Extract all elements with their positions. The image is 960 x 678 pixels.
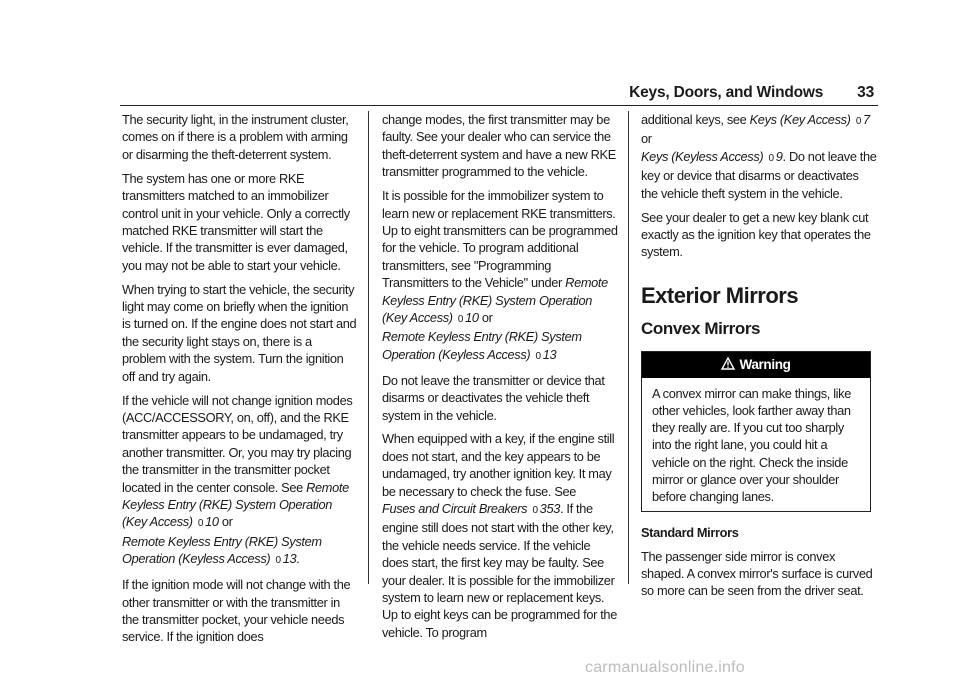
paragraph-text: . Do not leave the key or device that disarms or deactivates the vehicle theft system in the vehicle. bbox=[641, 148, 877, 201]
paragraph: change modes, the first transmitter may be faulty. See your dealer who can service the theft-deterrent system and have a new RKE transmitter programmed to the vehicle. bbox=[382, 112, 616, 180]
column-3 bbox=[641, 111, 877, 606]
page-ref[interactable]: 13 bbox=[542, 346, 557, 362]
page-ref-arrow-icon: 0 bbox=[532, 505, 538, 517]
paragraph-text: If the vehicle will not change ignition modes (ACC/ACCESSORY, on, off), and the RKE transmitter appears to be undamaged, try another transmitter. Or, you may try placing the transmitter in the transmitter pocket located in the center console. See bbox=[122, 392, 353, 495]
page-ref[interactable]: 353 bbox=[539, 501, 560, 517]
cross-reference-link[interactable]: Remote Keyless Entry (RKE) System Operation (Key Access) bbox=[382, 275, 608, 325]
paragraph: See your dealer to get a new key blank cut exactly as the ignition key that operates the system. bbox=[641, 209, 871, 260]
section-title: Keys, Doors, and Windows bbox=[629, 84, 824, 101]
warning-text: A convex mirror can make things, like other vehicles, look farther away than they really are. If you cut too sharply into the right lane, you could hit a vehicle on the right. Check the inside mirror or glance over your shoulder before changing lanes. bbox=[652, 385, 851, 504]
column-1 bbox=[122, 111, 358, 652]
paragraph bbox=[382, 187, 618, 365]
cross-reference-link[interactable]: Keys (Keyless Access) bbox=[641, 148, 764, 164]
page-ref[interactable]: 9 bbox=[775, 148, 783, 164]
subsection-heading: Convex Mirrors bbox=[641, 318, 761, 338]
conjunction: or bbox=[641, 131, 652, 147]
watermark: carmanualsonline.info bbox=[585, 659, 745, 676]
page-ref[interactable]: 10 bbox=[205, 514, 219, 530]
warning-box bbox=[641, 351, 871, 512]
warning-header bbox=[642, 352, 870, 378]
paragraph-text: . If the engine still does not start with the other key, the vehicle needs service. If the vehicle does start, the first key may be faulty. See your dealer. It is possible for the immobilizer system to learn new or replacement keys. Up to eight keys can be programmed for the vehicle. To program bbox=[382, 501, 617, 640]
header-rule bbox=[120, 105, 878, 106]
cross-reference-link[interactable]: Fuses and Circuit Breakers bbox=[382, 501, 528, 517]
cross-reference-link[interactable]: Remote Keyless Entry (RKE) System Operation (Keyless Access) bbox=[122, 533, 322, 567]
paragraph: If the ignition mode will not change with the other transmitter or with the transmitter in the transmitter pocket, your vehicle needs service. If the ignition does bbox=[122, 577, 351, 645]
section-heading: Exterior Mirrors bbox=[641, 282, 799, 308]
page-number: 33 bbox=[857, 84, 874, 101]
page-ref-arrow-icon: 0 bbox=[197, 518, 204, 530]
paragraph-text: additional keys, see bbox=[641, 112, 747, 127]
page-ref[interactable]: 7 bbox=[863, 112, 870, 127]
paragraph: Do not leave the transmitter or device that disarms or deactivates the vehicle theft system in the vehicle. bbox=[382, 372, 605, 423]
page-ref-arrow-icon: 0 bbox=[275, 555, 281, 567]
paragraph bbox=[122, 392, 358, 570]
column-divider bbox=[628, 111, 629, 584]
paragraph: The passenger side mirror is convex shaped. A convex mirror's surface is curved so more can be seen from the driver seat. bbox=[641, 548, 873, 599]
paragraph: When trying to start the vehicle, the security light may come on briefly when the ignition is turned on. If the engine does not start and the security light stays on, there is a problem with the system. Turn the ignition off and try again. bbox=[122, 281, 357, 384]
page-ref-arrow-icon: 0 bbox=[768, 152, 774, 164]
cross-reference-link[interactable]: Remote Keyless Entry (RKE) System Operation (Keyless Access) bbox=[382, 329, 582, 362]
warning-triangle-icon bbox=[721, 357, 735, 370]
page-ref-arrow-icon: 0 bbox=[457, 313, 464, 325]
paragraph bbox=[641, 111, 877, 202]
page-header bbox=[629, 84, 874, 102]
paragraph bbox=[382, 430, 618, 641]
paragraph-text: When equipped with a key, if the engine still does not start, and the key appears to be undamaged, try another ignition key. It may be necessary to check the fuse. See bbox=[382, 431, 615, 499]
subheading: Standard Mirrors bbox=[641, 525, 739, 541]
conjunction: or bbox=[221, 514, 233, 530]
cross-reference-link[interactable]: Keys (Key Access) bbox=[749, 112, 851, 127]
paragraph: The system has one or more RKE transmitters matched to an immobilizer control unit in your vehicle. Only a correctly matched RKE transmitter will start the vehicle. If the transmitter is ever damaged, you may not be able to start your vehicle. bbox=[122, 170, 350, 273]
warning-title: Warning bbox=[739, 356, 791, 372]
column-2 bbox=[382, 111, 618, 648]
column-divider bbox=[368, 111, 369, 584]
page-ref-arrow-icon: 0 bbox=[535, 350, 541, 362]
conjunction: or bbox=[481, 309, 493, 325]
cross-reference-link[interactable]: Remote Keyless Entry (RKE) System Operation (Key Access) bbox=[122, 479, 349, 530]
paragraph: The security light, in the instrument cluster, comes on if there is a problem with arming or disarming the theft-deterrent system. bbox=[122, 112, 349, 162]
punctuation: . bbox=[296, 551, 300, 567]
page-ref-arrow-icon: 0 bbox=[855, 116, 862, 127]
page-ref[interactable]: 13 bbox=[282, 551, 297, 567]
page-ref[interactable]: 10 bbox=[465, 309, 479, 325]
paragraph-text: It is possible for the immobilizer system to learn new or replacement RKE transmitters. Up to eight transmitters can be programmed for the vehicle. To program additional transmitters, see "Programming Transmitters to the Vehicle" under bbox=[382, 188, 618, 291]
